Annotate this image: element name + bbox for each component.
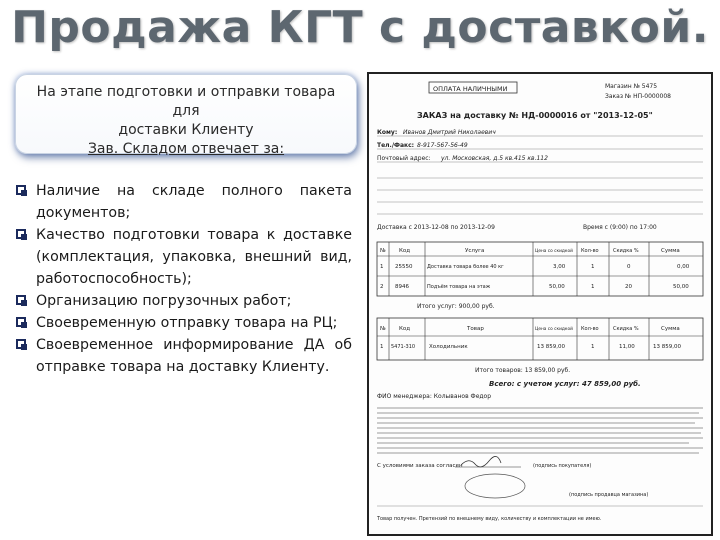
goods-table [377,318,703,360]
t2-head-disc: Скидка % [613,326,639,332]
list-item [16,290,352,312]
phone-value: 8-917-567-56-49 [417,142,468,149]
t1-head-sum: Сумма [661,248,680,254]
t1-r1-code: 25550 [395,264,413,270]
callout-line-1: На этапе подготовки и отправки товара для [36,84,336,119]
list-item-text: Качество подготовки товара к доставке (комплектация, упаковка, внешний вид, работоспособность); [36,227,352,287]
t1-head-qty: Кол-во [581,248,599,254]
document-scan [369,74,711,534]
t1-r2-sum: 50,00 [673,284,689,290]
t1-r2-qty: 1 [591,284,595,290]
header-left-text: ОПЛАТА НАЛИЧНЫМИ [433,85,508,93]
client-agreement: С условиями заказа согласен [377,463,463,469]
t2-head-num: № [380,326,386,332]
t1-r1-disc: 0 [627,264,631,270]
phone-label: Тел./Факс: [377,142,415,149]
manager-name: ФИО менеджера: Колыванов Федор [377,393,492,400]
list-item-text: Наличие на складе полного пакета документов; [36,183,352,221]
t2-head-sum: Сумма [661,326,680,332]
t1-r1-num: 1 [380,264,384,270]
fine-print-block [377,408,703,453]
list-item [16,180,352,224]
list-item-text: Организацию погрузочных работ; [36,293,292,309]
list-item-text: Своевременную отправку товара на РЦ; [36,315,338,331]
t1-r1-qty: 1 [591,264,595,270]
t2-r1-sum: 13 859,00 [653,344,681,350]
list-item-text: Своевременное информирование ДА об отправке товара на доставку Клиенту. [36,337,352,375]
t2-r1-price: 13 859,00 [537,344,565,350]
store-stamp [465,474,525,498]
t2-r1-goods: Холодильник [429,344,468,350]
client-signature [461,456,501,466]
list-item [16,334,352,378]
t1-r2-service: Подъём товара на этаж [427,284,491,290]
header-right-1: Магазин № 5475 [605,83,658,90]
t1-head-service: Услуга [465,248,485,254]
t2-r1-num: 1 [380,344,384,350]
t1-r2-disc: 20 [625,284,632,290]
address-label: Почтовый адрес: [377,155,431,162]
callout-box [15,74,357,157]
t1-head-code: Код [399,248,411,254]
services-table [377,242,703,296]
callout-line-2: доставки Клиенту [118,122,254,138]
t2-r1-disc: 11,00 [619,344,635,350]
t1-head-disc: Скидка % [613,248,639,254]
stamp-caption: (подпись продавца магазина) [569,492,649,498]
responsibility-list [16,180,352,378]
callout-line-3: Зав. Складом отвечает за: [87,141,285,157]
t1-r2-code: 8946 [395,284,409,290]
t1-r2-price: 50,00 [549,284,565,290]
delivery-date: Доставка с 2013-12-08 по 2013-12-09 [377,224,495,231]
t2-head-goods: Товар [467,326,484,332]
t1-r1-service: Доставка товара более 40 кг [427,264,504,270]
t1-head-price: Цена со скидкой [535,249,573,254]
delivery-time: Время с (9:00) по 17:00 [583,224,657,231]
list-item [16,224,352,290]
checkbox-bullet-icon [16,317,26,327]
delivery-order-document [367,72,713,536]
checkbox-bullet-icon [16,339,26,349]
t1-r1-sum: 0,00 [677,264,690,270]
t2-r1-code: 5471-310 [391,344,416,350]
t1-head-num: № [380,248,386,254]
t1-r1-price: 3,00 [553,264,566,270]
sign-caption: (подпись покупателя) [533,463,592,469]
t2-head-code: Код [399,326,411,332]
t2-head-price: Цена со скидкой [535,327,573,332]
goods-total: Итого товаров: 13 859,00 руб. [475,367,571,374]
t2-head-qty: Кол-во [581,326,599,332]
list-item [16,312,352,334]
order-title: ЗАКАЗ на доставку № НД-0000016 от "2013-12-05" [417,111,653,120]
checkbox-bullet-icon [16,295,26,305]
client-value: Иванов Дмитрий Николаевич [403,129,496,136]
services-total: Итого услуг: 900,00 руб. [417,303,495,310]
t2-r1-qty: 1 [591,344,595,350]
footer-note: Товар получен. Претензий по внешнему виду, количеству и комплектации не имею. [377,516,602,522]
address-value: ул. Московская, д.5 кв.415 кв.112 [441,155,548,162]
grand-total: Всего: с учетом услуг: 47 859,00 руб. [489,380,641,388]
header-right-2: Заказ № НП-0000008 [605,93,671,100]
checkbox-bullet-icon [16,185,26,195]
checkbox-bullet-icon [16,229,26,239]
slide-title: Продажа КГТ с доставкой. [11,2,709,53]
t1-r2-num: 2 [380,284,384,290]
client-label: Кому: [377,129,398,136]
